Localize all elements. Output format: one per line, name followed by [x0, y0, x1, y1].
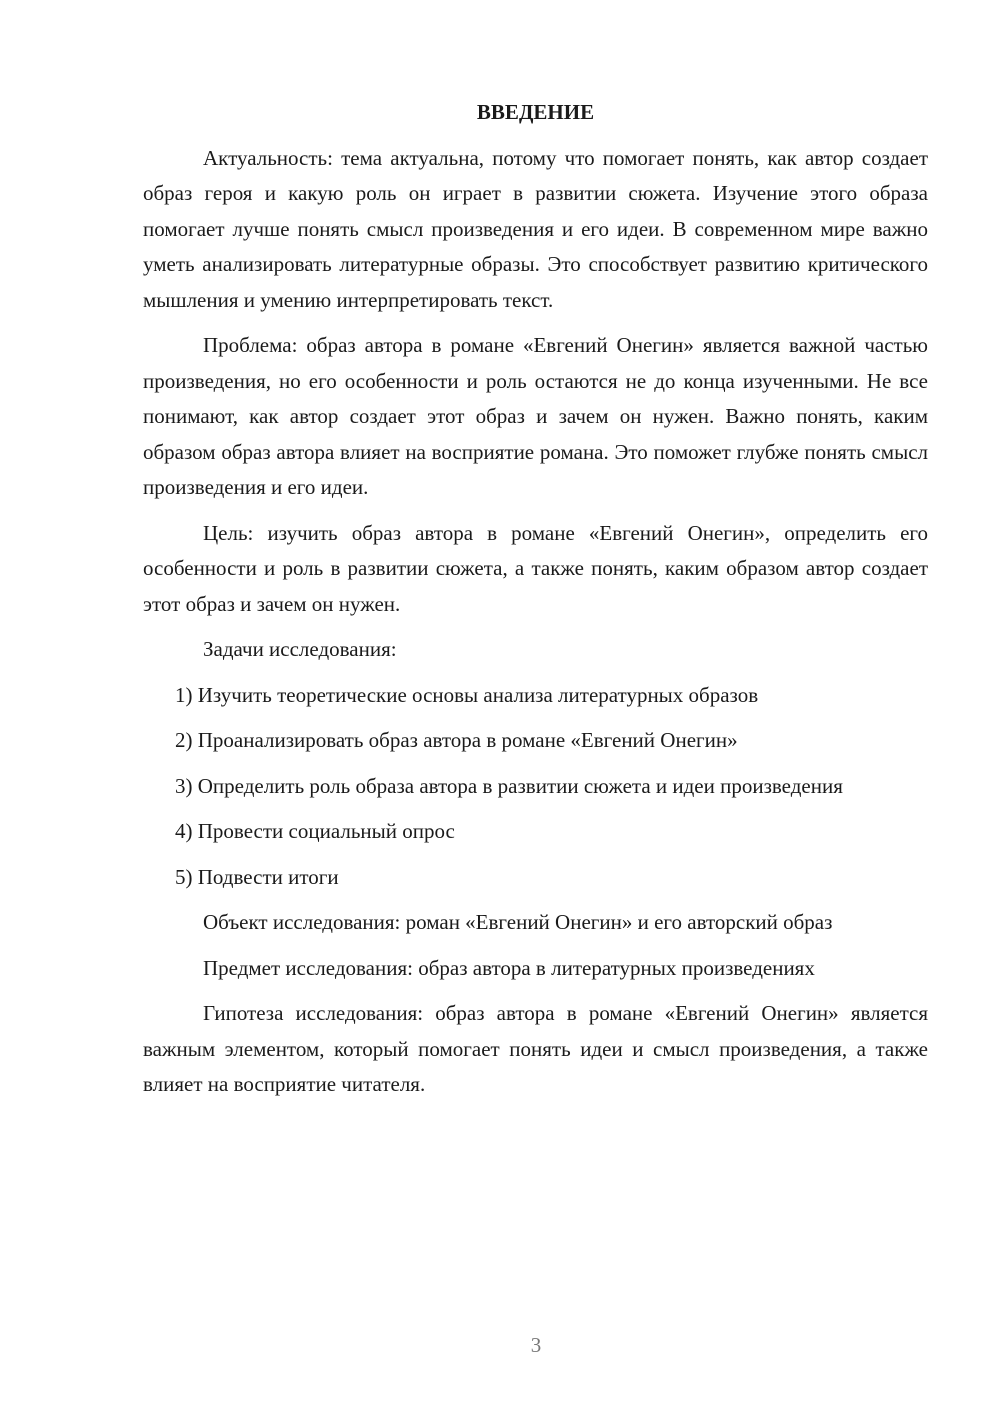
relevance-paragraph: Актуальность: тема актуальна, потому что помогает понять, как автор создает образ героя и какую роль он играет в развитии сюжета. Изучение этого образа помогает лучше понять смысл произведения и его идеи. В современном мире важно уметь анализировать литературные образы. Это способствует развитию критического мышления и умению интерпретировать текст.	[143, 145, 928, 312]
hypothesis-paragraph: Гипотеза исследования: образ автора в романе «Евгений Онегин» является важным элементом, который помогает понять идеи и смысл произведения, а также влияет на восприятие читателя.	[143, 1001, 928, 1096]
object-paragraph: Объект исследования: роман «Евгений Онегин» и его авторский образ	[203, 910, 833, 934]
problem-paragraph: Проблема: образ автора в романе «Евгений Онегин» является важной частью произведения, но его особенности и роль остаются не до конца изученными. Не все понимают, как автор создает этот образ и зачем он нужен. Важно понять, каким образом образ автора влияет на восприятие романа. Это поможет глубже понять смысл произведения и его идеи.	[143, 333, 928, 499]
task-item: 5) Подвести итоги	[175, 864, 339, 889]
task-item: 4) Провести социальный опрос	[175, 819, 455, 843]
page-content	[143, 95, 928, 1113]
subject-paragraph: Предмет исследования: образ автора в литературных произведениях	[203, 955, 815, 980]
task-item: 1) Изучить теоретические основы анализа литературных образов	[175, 682, 759, 707]
tasks-heading: Задачи исследования:	[203, 637, 397, 661]
goal-paragraph: Цель: изучить образ автора в романе «Евгений Онегин», определить его особенности и роль в развитии сюжета, а также понять, каким образом автор создает этот образ и зачем он нужен.	[143, 520, 928, 616]
task-item: 3) Определить роль образа автора в развитии сюжета и идеи произведения	[175, 773, 843, 798]
page-title: ВВЕДЕНИЕ	[476, 100, 595, 124]
task-item: 2) Проанализировать образ автора в романе «Евгений Онегин»	[175, 728, 738, 752]
page-number: 3	[530, 1333, 542, 1357]
